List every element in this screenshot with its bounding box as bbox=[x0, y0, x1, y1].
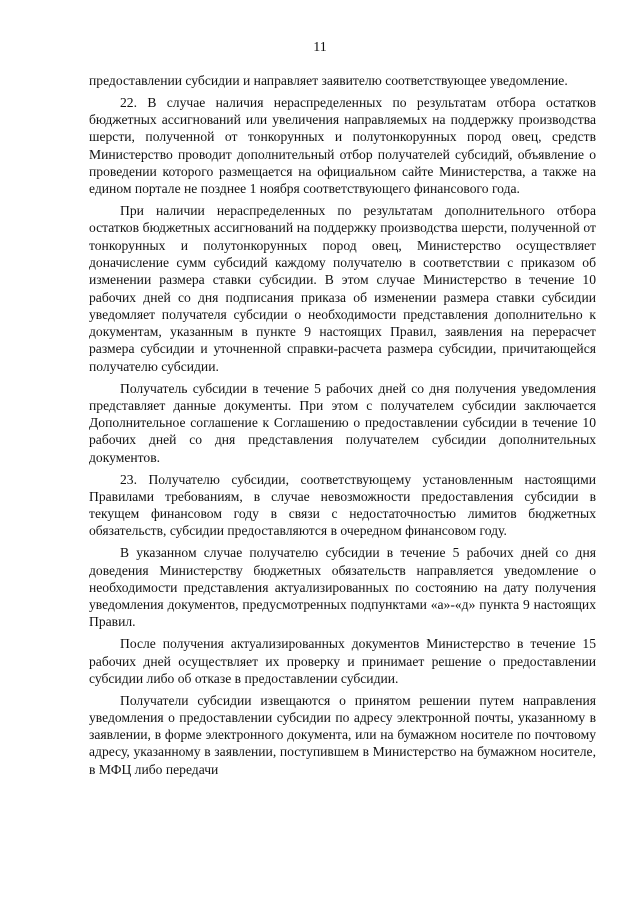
paragraph-additional-selection: При наличии нераспределенных по результатам дополнительного отбора остатков бюджетных ассигнований на поддержку производства шерсти, полученной от тонкорунных и полутонкорунных пород овец, Министерство осуществляет доначисление сумм субсидий каждому получателю в соответствии с приказом об изменении размера ставки субсидии. В этом случае Министерство в течение 10 рабочих дней со дня подписания приказа об изменении размера ставки субсидии уведомляет получателя субсидии о необходимости представления дополнительно к документам, указанным в пункте 9 настоящих Правил, заявления на перерасчет размера субсидии и уточненной справки-расчета размера субсидии, причитающейся получателю субсидии. bbox=[89, 203, 596, 374]
paragraph-verification: После получения актуализированных документов Министерство в течение 15 рабочих дней осуществляет их проверку и принимает решение о предоставлении субсидии либо об отказе в предоставлении субсидии. bbox=[89, 636, 596, 686]
paragraph-continuation: предоставлении субсидии и направляет заявителю соответствующее уведомление. bbox=[89, 73, 568, 88]
paragraph-decision-notice: Получатели субсидии извещаются о принятом решении путем направления уведомления о предоставлении субсидии по адресу электронной почты, указанному в заявлении, в форме электронного документа, или на бумажном носителе по почтовому адресу, указанному в заявлении, поступившем в Министерство на бумажном носителе, в МФЦ либо передачи bbox=[89, 692, 596, 777]
paragraph-23: 23. Получателю субсидии, соответствующему установленным настоящими Правилами требованиям, в случае невозможности предоставления субсидии в текущем финансовом году в связи с недостаточностью лимитов бюджетных обязательств, субсидии предоставляются в очередном финансовом году. bbox=[89, 471, 596, 539]
paragraph-notification: В указанном случае получателю субсидии в течение 5 рабочих дней со дня доведения Министерству бюджетных обязательств направляется уведомление о необходимости представления актуализированных по состоянию на дату получения уведомления документов, предусмотренных подпунктами «а»-«д» пункта 9 настоящих Правил. bbox=[89, 545, 596, 630]
document-body bbox=[89, 72, 596, 783]
paragraph-22: 22. В случае наличия нераспределенных по результатам отбора остатков бюджетных ассигнований или увеличения направляемых на поддержку производства шерсти, полученной от тонкорунных и полутонкорунных пород овец, средств Министерство проводит дополнительный отбор получателей субсидий, объявление о проведении которого размещается на официальном сайте Министерства, а также на едином портале не позднее 1 ноября соответствующего финансового года. bbox=[89, 94, 596, 197]
paragraph-documents-submission: Получатель субсидии в течение 5 рабочих дней со дня получения уведомления представляет данные документы. При этом с получателем субсидии заключается Дополнительное соглашение к Соглашению о предоставлении субсидии в течение 10 рабочих дней со дня представления получателем субсидии дополнительных документов. bbox=[89, 380, 596, 465]
page-number: 11 bbox=[313, 40, 327, 55]
